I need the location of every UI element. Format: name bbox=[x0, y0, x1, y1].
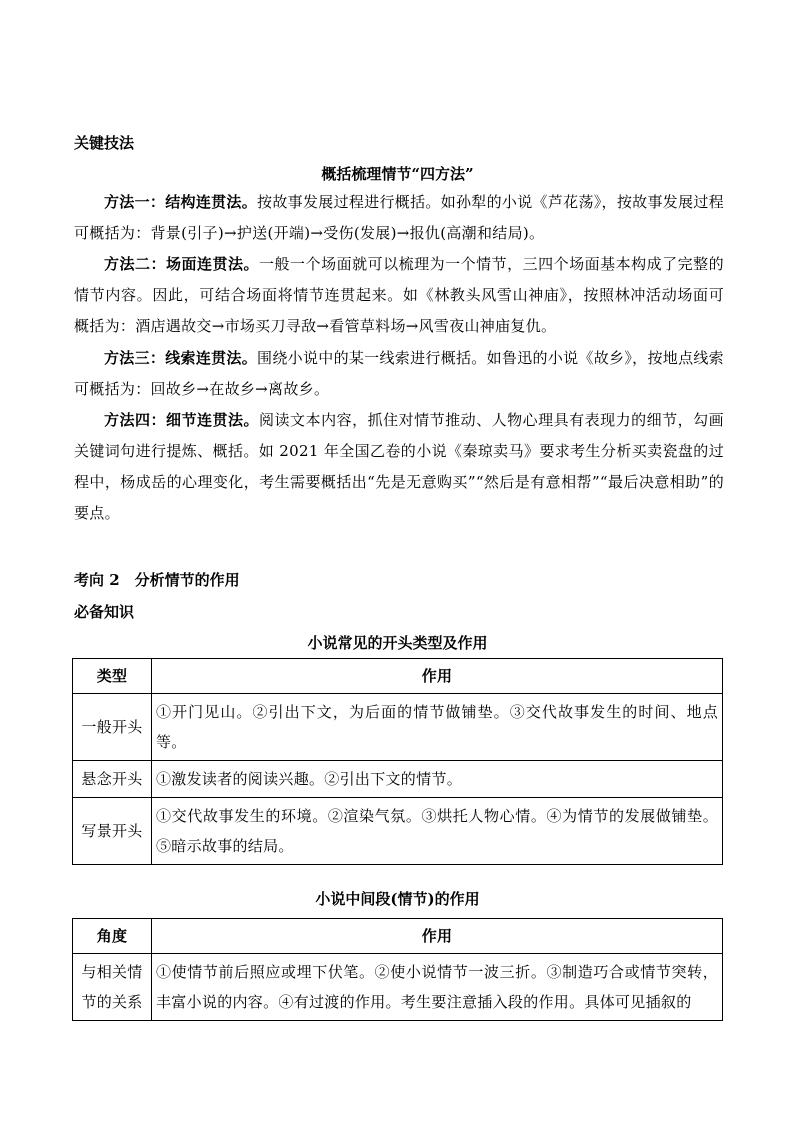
table-header-row bbox=[73, 659, 723, 694]
table-row bbox=[73, 798, 723, 865]
method-3-paragraph bbox=[74, 343, 724, 405]
table-cell-type: 写景开头 bbox=[73, 798, 152, 865]
section-heading-key-techniques: 关键技法 bbox=[74, 134, 135, 152]
method-2-paragraph bbox=[74, 249, 724, 342]
table2-title: 小说中间段(情节)的作用 bbox=[315, 890, 480, 908]
method-3-label: 方法三：线索连贯法。 bbox=[104, 349, 258, 367]
table-header-cell: 角度 bbox=[73, 919, 152, 954]
table-cell-type: 悬念开头 bbox=[73, 761, 152, 798]
method-1-paragraph bbox=[74, 187, 724, 249]
table-row bbox=[73, 761, 723, 798]
subheading-essential-knowledge: 必备知识 bbox=[74, 603, 135, 621]
method-1-text: 按故事发展过程进行概括。如孙犁的小说《芦花荡》，按故事发展过程可概括为：背景(引子)→护送(开端)→受伤(发展)→报仇(高潮和结局)。 bbox=[74, 193, 724, 242]
table-cell-effect: ①开门见山。②引出下文，为后面的情节做铺垫。③交代故事发生的时间、地点等。 bbox=[152, 694, 723, 761]
method-2-label: 方法二：场面连贯法。 bbox=[104, 255, 260, 273]
table1-title: 小说常见的开头类型及作用 bbox=[307, 634, 488, 652]
table-cell-angle: 与相关情节的关系 bbox=[73, 954, 152, 1021]
middle-section-table bbox=[72, 918, 723, 1021]
table-header-cell: 作用 bbox=[152, 919, 723, 954]
section-heading-plot-function: 考向 2 分析情节的作用 bbox=[74, 571, 240, 589]
method-4-paragraph bbox=[74, 405, 724, 529]
table-row bbox=[73, 954, 723, 1021]
table-cell-effect: ①交代故事发生的环境。②渲染气氛。③烘托人物心情。④为情节的发展做铺垫。⑤暗示故事的结局。 bbox=[152, 798, 723, 865]
table-header-row bbox=[73, 919, 723, 954]
table-cell-effect: ①激发读者的阅读兴趣。②引出下文的情节。 bbox=[152, 761, 723, 798]
method-3-text: 围绕小说中的某一线索进行概括。如鲁迅的小说《故乡》，按地点线索可概括为：回故乡→在故乡→离故乡。 bbox=[74, 349, 724, 398]
table-row bbox=[73, 694, 723, 761]
table-header-cell: 作用 bbox=[152, 659, 723, 694]
method-4-label: 方法四：细节连贯法。 bbox=[104, 411, 260, 429]
methods-title: 概括梳理情节“四方法” bbox=[321, 165, 474, 183]
method-4-text: 阅读文本内容，抓住对情节推动、人物心理具有表现力的细节，勾画关键词句进行提炼、概括。如 2021 年全国乙卷的小说《秦琼卖马》要求考生分析买卖瓷盘的过程中，杨成岳的心理变化，考生需要概括出“先是无意购买”“然后是有意相帮”“最后决意相助”的要点。 bbox=[74, 411, 724, 522]
table-header-cell: 类型 bbox=[73, 659, 152, 694]
method-1-label: 方法一：结构连贯法。 bbox=[104, 193, 258, 211]
opening-types-table bbox=[72, 658, 723, 865]
method-2-text: 一般一个场面就可以梳理为一个情节，三四个场面基本构成了完整的情节内容。因此，可结合场面将情节连贯起来。如《林教头风雪山神庙》，按照林冲活动场面可概括为：酒店遇故交→市场买刀寻敌→看管草料场→风雪夜山神庙复仇。 bbox=[74, 255, 724, 335]
table-cell-effect: ①使情节前后照应或埋下伏笔。②使小说情节一波三折。③制造巧合或情节突转，丰富小说的内容。④有过渡的作用。考生要注意插入段的作用。具体可见插叙的 bbox=[152, 954, 723, 1021]
table-cell-type: 一般开头 bbox=[73, 694, 152, 761]
